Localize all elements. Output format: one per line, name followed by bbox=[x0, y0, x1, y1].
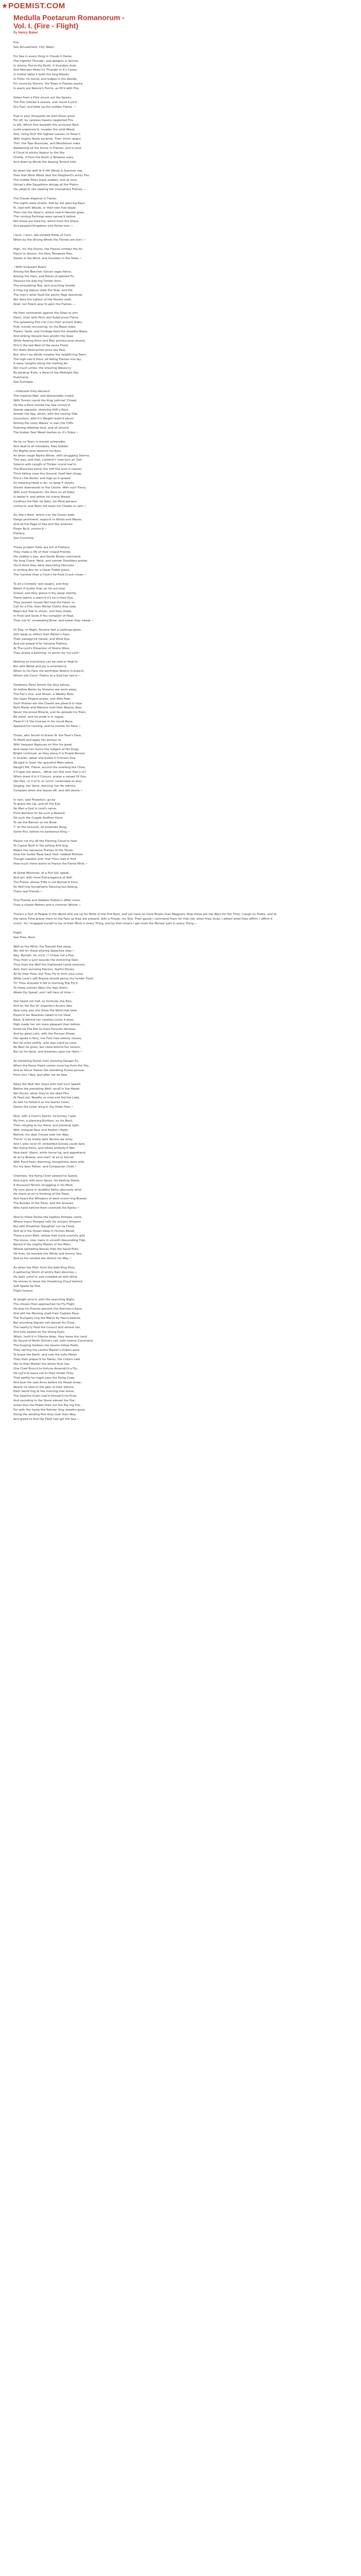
poem-container bbox=[13, 13, 282, 1422]
site-logo-text: POEMIST.COM bbox=[8, 2, 65, 10]
site-logo[interactable] bbox=[2, 2, 65, 10]
author-link[interactable]: Henry Baker bbox=[18, 31, 38, 35]
poem-text: Fire. See Amusement; City Taken. For See in every thing in Clouds it flame; The frightful Thunder, and delights in Storms In stormy Fire'st the Earth, it thunders loud, And Aetnaeo Heav'n's Thunder in it's Caves; In hollow Vales it boils the long Woods; In Flints 'tis found, and lodges in the Woods; For round by Storms, the Trees in Flames expire, In warm are Nature's Forms, as fill'd with Fire. Ashes from a Flint struck out the Sparks, The Fire noticed it Leaves, and round it pil'd Dry Fuel, and blew up the sudden Flame. ~ Fuel in your Vineyards let wild Olives grow: For oft, by careless Swains neglected Fire Is left, Which first beneath the unctuous Bark Lurks unperceiv'd, invades the solid Wood, And, rising thro' the highest Leaves, to Heav'n With mighty Noise ascends: Then Victor reigns Thro' the Tops Branches, and Woodsmen rides Awakening all the Grove in Flames: and to Jove A Cloud of pitchy Vapour to the Sky Chiefly, if from the North a Tempest roars, And down'rg Winds the blazing Torrent rolls. As when the well-fir'd Hill Winds is Summer rise, Fires that Work Wood Vast the Shepherd's armly Fire: The middle Trees blaze sudden, and at once Volcan's dire Squadrons deluge all the Plains: He, pleas'd, sits viewing the triumphant Flames.— The Clouds disperse in Flame; The Lights were shoots, Dell by the piercing Rays, Pi, clad with Woods, in their own Fuel blaze: Then cite the Heav'n, where now'd Harvest grew, The running Fachings were uproar'd before Not these are Ined Iho, which from the Shore, And peopled Kingdoms into Ashes turn.— I burn, I burn, like kindled Fields of Corn, When by the driving Winds the Flames are born.~ High, 'tis' the Divine, the Flames ombleo the Air Fierce to devour, the fiery Tempests flies, Swells in the Wind, and thunders in the Skies.~ ~With Incessant Roars Among the Benches Vulcan rages fierce, Among the Oars, and Decks of painted Fir, Devours his way'ing Timber born, The smouldring Tow, and scorching Smoke: A hing ing Vapour stalk the Ship, and the The men's what flusb the pitchy Pegs descends: Nor does the Labour of the Heroes avail, Avail, nor flowrs pour'd upon the Flames.— He then commands against the Ships to arm Darts, chari with Pitch and Sulphurous Flame The spreading Fire o'er runs their ancient Sides; Fold, mindly recovering, on the Blazo sides Planks, Yards, and Cordage feed the dreadful Blaze, And sinking Vessels face amidst the Seas: While floating Arms and Men promiscuous strand, Driv'n the last Rest of the azure Flood. For down Destruction once she flew, But, driv'n by Winds invades the neighb'ring Town: The high-rais'd Hous' ell-falling Flames mix-lay, A waxy Lengths along the melting Air; Not much unlike, the shouting Waves'ry By glowing Trails, a Heav'nt the Midnight Sky. Psalmonia, See Fumidale. —Infatuate they demand The imperial Wall, and distractedly crowd, With Turrets round the King Lettrnat' Crowd; He like a Rock amidst the Sea unmov'd, Stands opposite, stretcing Stiff a Rock Amidst the Sea, which, with the roaring Tide Incounters, with it's Weight resist'd alsum Among the noisy Waves' in vain the Cliffs Foaming rebellow loud, and all around The broken Sea'-Weed dashes on it's Sides.~ He by no Tears is moved vulnerable, And deaf to all Intreaties; Fate forbids: For Mighty Jove obstruct his Ears. As when rough Alpine Winds, with struggling Storms, This way, and that, contend t' over-turn an Oak Solemn with Length of Timber round rear'd: The Branches bend; the stiff Hut ever it Leaves Thick falling cross the Ground; Itself fast clings, Firll d i the Rocks: and high as it spread Its towering Head in Air, so deep it shoots Shoots downwards to the Centre: With such Force, With such Frequents, the Hero on all Sides Is batter'd: and within his manly Breast Confines the Pain he feels; his Mind persevs unmov'd: and Tears roll down his Cheeks in vain.~ As, like a Rock, which o'er the Ocean wide Hangs prominent, expos'd to Winds and Waves, And all the Rage of Sea and Sky endures: Fixam Ru'd, unmov'd.~ Flattery. See Courtship. These prudent Folks are full of Flattery: They make a life of their insipid Friends, His clubber's tips, and Senile Brows commend; His long Crane- Neck, and narrow Shoulders praise; You'd think they were describing Hercules. In smiling Airs for a Usear Fiddle grace, The' harsher than a Cock's for-Fook-Crack crows.~ To all a Comedy' test laughs; and they Retort if louder than on his out-loop Grieve; and they grieve if You weep silently. There seems a seem'd it's he is their Eye, They present moves Not how the Hand: or Call for a Frie, then Winter Cloths they take, Begin but Yow to shiver, and they shake. In Frost and Snow if You complain of Heat, They rub th' unsweating Brow, and swear they sweat.~ Or Day, or Night, Anyone feel a Lookings-glass, Still ready to reflect their Patron's Face: Their panegyrick Hands; and Wind Eye, And not prepar'd for fulsome Flattery, At The Lord's Dissenion of Sheire Wine, They praise a belching. or worst--by my Lord~ Nothing so monstrous can be said or feign'd, But with Belief and Joy is entertain'd, When to his Face the worthless Wretch is prais'd, Whom vile Court- Flattry to a God has rais'd:— Goodness Party Ammo the Soul betray, As hollow Banks by Streams are worn away; The Fox's vice, and Shiver, a Weekly Rule; Her taper Fingers praise, and little Feet: Such Praises win the Chaste are pleas'd to hear: Both Maids and Matrons hold their Beauty dear. Never the proud Miracle, and he spreads his Train; Be silent, and his pride is in vague; Pleas'd t it the Courser in his round Race, Applaud his running, and he mends his Pace.~ Those, who Secret to brave Ya' the Fave's Face, To Moldi and apply His armour to, With frequent Raptures on Him his great, And make him Sumn the Subject of His Kings. Bright continual: as they alone it is Purple Bronze In Scarlet, swear she builds it Crimson Sha: Ab'ygrd in Gold, Her gracefull Mien adore, Naught Pet, Flame, accord she smelling the Chire, If Crape she wears,—What can She ever Hair's re? When dress'd in it Colours, praise a valued Of Gos, Her Hair, or Curl'd, or curl'd, contended so less; Singing, her Voice, dancing, her Air admire, Complain when she leaves off, and still desire.~ In vain, said Phaethon, go by To grace the Lip, and elt the Eye: No Man a God in Lord's name; From Romans for be such a Reward: Do such the Cupple Stuffner Hove To set the Banner on his Brow: T' on the Ground), all prostrate flung, Some Pict, before his barbarous King.~ Please not thy All the Flaming Cloud to hear, To Caesar Built in the ashing Arid brig, Reject the nauseous Praises of the Times: Give the louder Base back their nobbed Rhimes: Though sweeter and, that Thou may'st find How much there wants to France the Flame Mind.~ At Great Misonner, at a Pull full, speak, And act, with more Extravagance of Self; The Praise, whose Trifle is not Borrow'd from, Its flatt'ring Sycophants Dancing but belong, Them real Friends:~ True Friends and Sebbles Platten's differ more, Than a chaste Matron and a common Whore.~ There's a Sort of People in the World who are up for Write of the first Byte, and yet have no more Brains than Magpyes: Now these are the Wars for the Time; I laugh on Pretty, and at the same Time praise them to the Face as they are present, with a Flooze: my Sho; Their gaudy I commend them for that not; when they stray, I detect what they affirm; I affirm it much: 'tis I engaged myself to lay of their Mind in every Thing, and by that means I get most the Money! part in every Thing.— Flight. See Fires; Rout. Well as the Wind, the Damsel fled away, Nor did for these alluring Speeches stay:— Nay, Nymph, he cry'd, / I Chase not a Foe, Thus from a Lyon bounds the bird-bring Deer, Thus from the Wolf the frightened Lamb removes, And, from pursuing Falcons, fearful Doves: All fly their Foes, but Thou Fly'st from your Love; While Love's soft Breeze should penus thy tender Food: Th' Thou shouldst it fall in thorning Trip Fly'd To sharp uneven Ways thy legs direct, Abate thy Speed, and I will face of mine.~ She heard not half, so furiously she flies; And on her Ear th' imperfect Accent dies. Now lusty was she there the Wind that blew Expos'd her Beauties naked to his View: Back, & behind her careless Locks it blow, High made her not more pleasant than before. Know-ed The Esk to more Pursuits disclose, And by glean Lots, with the Pursuer Draws, Her speed is fiery, her Foot had ratterly moves, But he more swiftly, who was urg'd by Love. No Rest he gives, but close behind her hovers, But on his Neck, and breathes upon her Hairs.~ As trembling Doves from pressing Danger fly, When the fierce Hawk comes cross'ing from the Sky; And as fierce Hawks the trembling Doves pursue, From him I fled, and after me he flew. Away the fled! Nor Stays with half such Speed; Before the prevailing Wolf, recall in the Meeet. Not Ducks, when they're the eked Fins At Feed yet, Readily re crew and fed the Lake, As fast he follow'd as the fearful Cares Desire the Lover wing'd, the Virgin Fear.~ Now, with a Coon's Spirits, he'ersney I take My firm, a planning Burthen, on his Back: Then clinging to my Hand, and pressing tight, With Unequal Pace and Hastes I flight: Behind, my dear Creusa took her Way; The'or' in by lonely dark Recess we stray, And I, who ne'er th' embattled Groves could dare, Nor fiying Darts, and silhite embody'd War, Now each' Alarm, while horror'ng; and apprehend, At ev'ry Breeze, and start' at ev'ry Sound; With Fond Fears Alarming, thoughtless were wild, For my dear Father, and Companion Child.~ Cherrless, the flying Chief viewed his Speed, And urg'd, with Jerry Spurs, his bosting Steed, A thousand Terrors struggling in his Mind, He runs alone in doubtful Paths obscurely wind He starts at ev'ry thinking of the Trees, And hears the Whispers of each murm'ring Breeze; The Rustles of the Trees, and the Grasses, Who hand behind them overtook the Ranks.~ Now to these Stores the hapless Pompey came, Where hoary Pompey rolls his ancient Streams But with Emathian Slaughter run he Flood, And dy'd the Ocean deep in Human Blood: There a poor Bark, whose frail scant scarcely gild The sluice, now, lowrs in smooth descending Tide, Receiv'd the mighty Master of the Main; Whose spreading Navies hide the liquid Plain. He lives, he tremble the Winds and stormy Sea, And to the sanded Isle directs his Way.~ As when the Pilot, from the bald King Fires, A gathering Storm of wintry Rain descries:— He Sails unfurl'd, and crowded all with Wind, He strives to leave the threatning Cloud behind: Soft Speed be fled. Flight furious; At length arriv'd, with the searching Night, The chosen Host approached his Fly Flight He bids his Friends prevent the Starmen's Race, And still the Morning shalt their Captain Pace: The Trumpets ring the March by Hours bestow, But sounding Signals call abroad his Close. The hearty'ly Hold the Council and almost ran, And fully sealed on the Vising Eyes; When, hush'd in Silence deep, they leave the Land: No Sound of North Dinners call, with hoarse Command; The Scaping Soldiers the bosom follow Fields They sal'ling the careful Master's Orders pass; To brace the Earth, and now the Lofty Meter They then prepar'd his flanks, the Collars hale Not to their Master the whole Host has, One Chief Ensu'd to fortune Assembl'd a Fly, He urg'd to leave not to their hinder Fires: That swiftly he might pass the flying Crew, And bow the vast Arms before his Heads knew; Nearly he slew to the gain of their silence, Each wond'ring at the morning that arose, The Swarthy Grain now'd thronal'd his Prize. And sounding to the Stove adored the Foe: Great thus the Fewer their not the Fay ing Foe, For with Yon haste the fielcher Sing sheaths gone, Doing the winding Port they took their Way, And greed to find the Fleet had got the Sea.~ bbox=[13, 41, 277, 1421]
poem-byline bbox=[13, 31, 282, 35]
poem-title: Medulla Poetarum Romanorum - Vol. I. (Fire - Flight) bbox=[13, 13, 125, 30]
byline-prefix: By bbox=[13, 31, 18, 35]
top-bar bbox=[0, 0, 361, 11]
poemist-star-icon bbox=[2, 3, 7, 8]
